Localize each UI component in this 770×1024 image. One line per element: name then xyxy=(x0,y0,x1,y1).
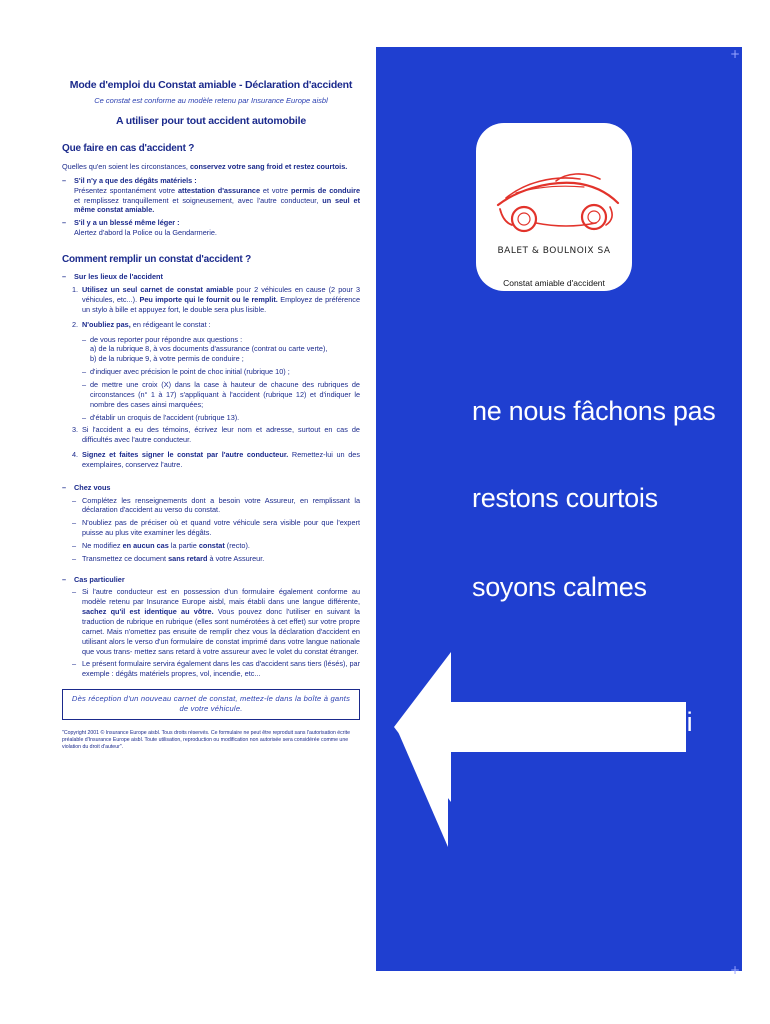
text: à votre Assureur. xyxy=(207,553,265,563)
item-number: 1. xyxy=(72,285,79,295)
text: en rédigeant le constat : xyxy=(130,319,211,329)
text: Présentez spontanément votre xyxy=(74,185,178,195)
text: Remettez-lui un des exemplaires, conservez l'autre. xyxy=(82,450,360,469)
subheading-at-home: – Chez vous xyxy=(62,483,360,493)
bold-text: en aucun cas xyxy=(122,540,169,550)
text: Employez de préférence un stylo à bille et appuyez fort, le double sera plus lisible. xyxy=(82,295,361,314)
item-heading: – S'il y a un blessé même léger : xyxy=(74,218,180,228)
text: Si l'accident a eu des témoins, écrivez leur nom et adresse, surtout en cas de difficultés avec l'autre conducteur. xyxy=(82,425,360,445)
copyright-notice: "Copyright 2001 © Insurance Europe aisbl. Tous droits réservés. Ce formulaire ne peut être reproduit sans l'autorisation écrite préalable d'Insurance Europe aisbl. Toute utilisation, reproduction ou modification non autorisée sera considérée comme une violation du droit d'auteur". xyxy=(62,729,350,750)
instructions-column xyxy=(62,78,360,751)
text: Ne modifiez xyxy=(82,540,123,550)
text: et votre xyxy=(260,185,291,195)
slogan-line-1: ne nous fâchons pas xyxy=(472,396,716,426)
item-heading: – S'il n'y a que des dégâts matériels : xyxy=(74,175,197,185)
crop-mark-icon: + xyxy=(729,47,740,61)
intro-bold: conservez votre sang froid et restez courtois. xyxy=(189,161,348,171)
section-heading-how-to-fill: Comment remplir un constat d'accident ? xyxy=(62,253,252,265)
numbered-item xyxy=(62,425,360,445)
intro-text: Quelles qu'en soient les circonstances, xyxy=(62,161,190,171)
item-number: 2. xyxy=(72,319,79,329)
bold-text: attestation d'assurance xyxy=(177,185,261,195)
list-item: – Complétez les renseignements dont a besoin votre Assureur, en remplissant la déclaration d'accident au verso du constat. xyxy=(72,496,360,516)
page-subtitle: Ce constat est conforme au modèle retenu par Insurance Europe aisbl xyxy=(94,96,328,106)
numbered-item xyxy=(62,285,360,315)
item-number: 3. xyxy=(72,425,79,435)
slogan-line-3: soyons calmes xyxy=(472,572,647,602)
text: b) de la rubrique 9, à votre permis de conduire ; xyxy=(90,354,244,364)
list-item: – N'oubliez pas de préciser où et quand votre véhicule sera visible pour que l'expert puisse au plus vite examiner les dégâts. xyxy=(72,518,360,538)
text: a) de la rubrique 8, à vos documents d'assurance (contrat ou carte verte), xyxy=(90,344,328,354)
subheading-on-site: – Sur les lieux de l'accident xyxy=(62,272,360,282)
cover-panel xyxy=(376,47,742,977)
bold-text: N'oubliez pas, xyxy=(82,319,131,329)
crop-mark-icon: + xyxy=(729,963,740,977)
card-caption: Constat amiable d'accident xyxy=(503,278,605,288)
numbered-item xyxy=(62,320,360,330)
list-item xyxy=(72,587,360,656)
bold-text: permis de conduire xyxy=(291,185,361,195)
sub-item: – de mettre une croix (X) dans la case à hauteur de chacune des rubriques de circonstances (n° 1 à 17) s'appliquant à l'accident (rubrique 12) et d'indiquer le nombre des cases ainsi marquées; xyxy=(62,380,360,410)
brand-name: BALET & BOULNOIX SA xyxy=(497,246,611,256)
text: (recto). xyxy=(224,540,250,550)
list-item: – Le présent formulaire servira également dans les cas d'accident sans tiers (lésés), par exemple : dégâts matériels propres, vol, incendie, etc... xyxy=(72,659,360,679)
sub-item: – d'indiquer avec précision le point de choc initial (rubrique 10) ; xyxy=(62,367,360,377)
text: pour 2 véhicules en cause (2 pour 3 véhicules, etc...). xyxy=(82,285,360,305)
sub-item xyxy=(62,335,360,365)
numbered-item xyxy=(62,450,360,470)
subheading-special-case: – Cas particulier xyxy=(62,575,360,585)
slogan-line-2: restons courtois xyxy=(472,483,658,513)
text: Si l'autre conducteur est en possession d'un formulaire également conforme au modèle retenu par Insurance Europe aisbl, mais établi dans une langue différente, xyxy=(82,587,360,607)
text: Vous pouvez donc l'utiliser en suivant la traduction de rubrique en rubrique (elles sont numérotées à cet effet) sur votre propre carnet. Mais n'omettez pas ensuite de remplir chez vous la déclaration d'accident en utilisant alors le verso d'un formulaire de constat imprimé dans votre langue nationale que vous trans- mettez sans retard à votre assureur avec le volet du constat étranger. xyxy=(82,607,360,656)
list-item xyxy=(62,218,360,238)
logo-card xyxy=(476,123,632,291)
bold-text: sachez qu'il est identique au vôtre. xyxy=(82,607,214,617)
see-instructions-label: voir mode d'emploi xyxy=(472,707,693,737)
list-item xyxy=(62,176,360,215)
intro-paragraph xyxy=(62,162,360,172)
text: – de vous reporter pour répondre aux questions : xyxy=(90,334,243,344)
sports-car-logo-icon xyxy=(476,123,632,243)
bold-text: sans retard xyxy=(168,553,208,563)
item-number: 4. xyxy=(72,450,79,460)
item-text: Alertez d'abord la Police ou la Gendarmerie. xyxy=(74,228,217,238)
text: Transmettez ce document xyxy=(82,553,169,563)
list-item xyxy=(72,541,360,551)
glovebox-note: Dès réception d'un nouveau carnet de constat, mettez-le dans la boîte à gants de votre véhicule. xyxy=(62,689,360,720)
sub-item: – d'établir un croquis de l'accident (rubrique 13). xyxy=(62,413,360,423)
bold-text: constat xyxy=(198,540,225,550)
page-title: Mode d'emploi du Constat amiable - Déclaration d'accident xyxy=(69,79,353,91)
text: et remplissez tranquillement et soigneusement, avec l'autre conducteur, xyxy=(74,195,323,205)
bold-text: Peu importe qui le fournit ou le remplit. xyxy=(139,295,278,305)
section-heading-what-to-do: Que faire en cas d'accident ? xyxy=(62,143,195,155)
text: la partie xyxy=(168,540,199,550)
page-title-2: A utiliser pour tout accident automobile xyxy=(116,115,306,128)
list-item xyxy=(72,554,360,564)
bold-text: un seul et même constat amiable. xyxy=(74,195,360,215)
bold-text: Signez et faites signer le constat par l'autre conducteur. xyxy=(82,450,289,460)
bold-text: Utilisez un seul carnet de constat amiable xyxy=(82,285,234,295)
